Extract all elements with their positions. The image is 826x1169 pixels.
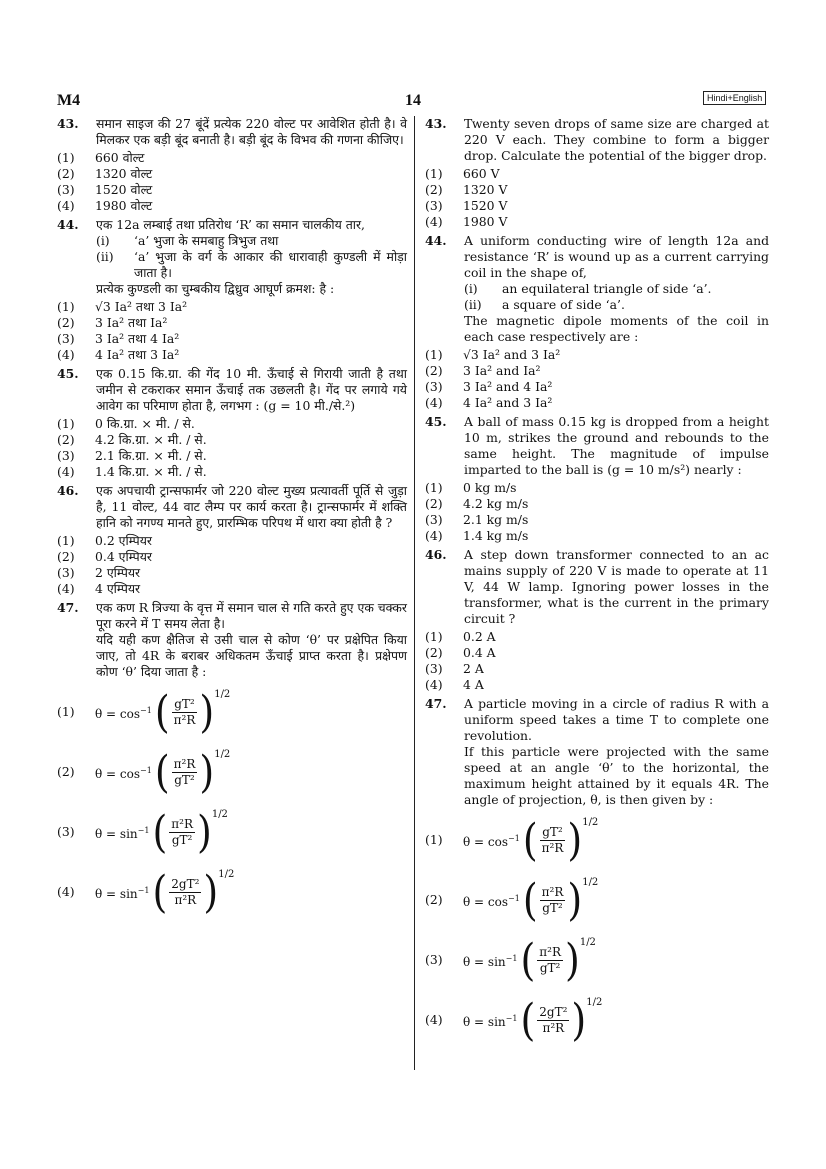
option-value: 4.2 कि.ग्रा. × मी. / से. [95,432,207,447]
option-value: 0.4 एम्पियर [95,549,152,564]
column-divider [414,116,415,1070]
open-paren: ( [152,806,168,858]
sub-text: an equilateral triangle of side ‘a’. [502,281,712,296]
formula-lhs [95,763,152,782]
option [57,802,407,862]
sub-text: a square of side ‘a’. [502,297,625,312]
options-list [57,416,407,480]
open-paren: ( [520,934,536,986]
formula-lhs [95,823,149,842]
option-value: 1980 वोल्ट [95,198,153,213]
numerator: π²R [171,816,193,831]
option-value: 660 वोल्ट [95,150,145,165]
option [425,528,769,544]
numerator: π²R [539,944,561,959]
option [425,990,769,1050]
option-label: (3) [57,565,75,580]
exponent: 1/2 [582,817,599,828]
question-44 [57,217,407,363]
close-paren: ) [203,866,219,918]
question-44 [425,233,769,411]
option [57,315,407,331]
option-value: 2 A [463,661,484,676]
close-paren: ) [567,814,583,866]
question-number: 43. [425,116,447,131]
option-value: 3 Ia² तथा Ia² [95,315,168,330]
options-list [425,480,769,544]
option-value: 4 Ia² and 3 Ia² [463,395,553,410]
formula-func: θ = cos [95,766,141,781]
option-value: 0.2 एम्पियर [95,533,152,548]
option-label: (4) [425,395,443,410]
question-text: Twenty seven drops of same size are charged at 220 V each. They combine to form a bigger drop. Calculate the potential of the bigger drop. [464,116,769,163]
question-text: एक 0.15 कि.ग्रा. की गेंद 10 मी. ऊँचाई से गिरायी जाती है तथा जमीन से टकराकर समान ऊँचाई तक उछलती है। गेंद पर लगाये गये आवेग का परिमाण होता है, लगभग : (g = 10 मी./से.²) [96,366,407,413]
option [425,512,769,528]
formula-func: θ = sin [95,826,138,841]
formula [463,874,599,926]
option-value: √3 Ia² and 3 Ia² [463,347,561,362]
option-label: (2) [57,764,75,779]
option-label: (3) [425,198,443,213]
option-label: (4) [425,214,443,229]
option-label: (4) [57,347,75,362]
options-list [57,150,407,214]
formula [95,866,235,918]
option-value: 1320 वोल्ट [95,166,153,181]
option-value: 1520 वोल्ट [95,182,153,197]
open-paren: ( [522,814,538,866]
formula-inverse: −1 [508,893,520,903]
formula-inverse: −1 [140,765,152,775]
option-label: (1) [425,166,443,181]
option-value: 3 Ia² and 4 Ia² [463,379,553,394]
option [425,870,769,930]
option-label: (2) [57,166,75,181]
options-list [425,347,769,411]
question-text: A particle moving in a circle of radius R with a uniform speed takes a time T to complete one revolution. [464,696,769,743]
option-label: (3) [57,448,75,463]
exponent: 1/2 [579,937,596,948]
question-46 [425,547,769,693]
question-text-continued: यदि यही कण क्षैतिज से उसी चाल से कोण ‘θ’ पर प्रक्षेपित किया जाए, तो 4R के बराबर अधिकतम ऊँचाई प्राप्त करता है। प्रक्षेपण कोण ‘θ’ दिया जाता है : [96,632,407,679]
open-paren: ( [152,866,168,918]
options-list [425,166,769,230]
option [425,395,769,411]
option-label: (1) [425,629,443,644]
option-value: 1.4 कि.ग्रा. × मी. / से. [95,464,207,479]
option-value: 4 एम्पियर [95,581,141,596]
option [425,930,769,990]
formula-inverse: −1 [505,1013,518,1023]
sub-item [96,233,407,249]
denominator: gT² [542,900,563,915]
option-label: (2) [425,496,443,511]
denominator: gT² [171,832,193,847]
question-43 [425,116,769,230]
option-value: 0.2 A [463,629,496,644]
option-label: (4) [57,581,75,596]
options-list [425,810,769,1050]
numerator: π²R [541,884,564,899]
sub-item [464,281,769,297]
denominator: π²R [542,1020,565,1035]
option-label: (3) [425,379,443,394]
formula [95,746,231,798]
option [57,533,407,549]
option-label: (4) [425,677,443,692]
formula [95,806,228,858]
option [57,150,407,166]
question-47 [425,696,769,1050]
option-label: (2) [425,892,443,907]
option [57,331,407,347]
option [425,677,769,693]
question-text-continued: The magnetic dipole moments of the coil in each case respectively are : [464,313,769,344]
option [425,661,769,677]
option [425,629,769,645]
denominator: π²R [173,712,196,727]
option-value: 1520 V [463,198,508,213]
option-label: (2) [57,549,75,564]
option [425,480,769,496]
option [57,742,407,802]
option [57,416,407,432]
close-paren: ) [565,934,580,986]
question-45 [425,414,769,544]
option [57,166,407,182]
question-number: 43. [57,116,79,131]
option [57,565,407,581]
question-text-continued: If this particle were projected with the same speed at an angle ‘θ’ to the horizontal, the maximum height attained by it equals 4R. The angle of projection, θ, is then given by : [464,744,769,807]
option-value: 0.4 A [463,645,496,660]
option [57,581,407,597]
question-text: एक कण R त्रिज्या के वृत्त में समान चाल से गति करते हुए एक चक्कर पूरा करने में T समय लेता है। [96,600,407,631]
question-number: 45. [57,366,79,381]
option [57,549,407,565]
question-text: एक 12a लम्बाई तथा प्रतिरोध ‘R’ का समान चालकीय तार, [96,217,365,232]
question-number: 47. [425,696,447,711]
question-43 [57,116,407,214]
option-label: (1) [57,533,75,548]
option [425,198,769,214]
formula-inverse: −1 [140,705,152,715]
option [57,448,407,464]
question-number: 44. [425,233,447,248]
sub-text: ‘a’ भुजा के समबाहु त्रिभुज तथा [134,233,279,248]
option-label: (1) [57,150,75,165]
open-paren: ( [154,686,170,738]
formula-lhs [95,883,149,902]
question-text: A ball of mass 0.15 kg is dropped from a height 10 m, strikes the ground and rebounds to the same height. The magnitude of impulse imparted to the ball is (g = 10 m/s²) nearly : [464,414,769,477]
option-label: (1) [425,480,443,495]
formula-func: θ = sin [463,954,506,969]
option [425,363,769,379]
sub-text: ‘a’ भुजा के वर्ग के आकार की धारावाही कुण्डली में मोड़ा जाता है। [134,249,407,280]
hindi-column [57,116,407,925]
option [425,496,769,512]
formula-lhs [463,831,520,850]
formula-func: θ = sin [95,886,138,901]
formula [463,994,603,1046]
exponent: 1/2 [214,689,231,700]
option-label: (1) [57,299,75,314]
sub-label: (ii) [96,249,114,264]
option-value: 3 Ia² and Ia² [463,363,541,378]
fraction [169,877,201,908]
option-label: (2) [425,363,443,378]
options-list [57,299,407,363]
option-label: (3) [425,952,443,967]
option [57,432,407,448]
option [425,166,769,182]
option-value: 1320 V [463,182,508,197]
option [57,182,407,198]
numerator: gT² [174,696,195,711]
option-value: 1980 V [463,214,508,229]
fraction [172,697,198,728]
option [57,347,407,363]
sub-item [464,297,769,313]
formula [95,686,231,738]
english-column [425,116,769,1053]
option-value: 4 Ia² तथा 3 Ia² [95,347,180,362]
formula-lhs [463,891,520,910]
denominator: gT² [539,960,561,975]
page-number: 14 [405,92,421,109]
formula-func: θ = sin [463,1014,506,1029]
option-label: (1) [57,704,75,719]
option-label: (4) [57,884,75,899]
question-text: A step down transformer connected to an ac mains supply of 220 V is made to operate at 11 V, 44 W lamp. Ignoring power losses in the transformer, what is the current in the primary circuit ? [464,547,769,626]
question-text: एक अपचायी ट्रान्सफार्मर जो 220 वोल्ट मुख्य प्रत्यावर्ती पूर्ति से जुड़ा है, 11 वोल्ट, 44 वाट लैम्प पर कार्य करता है। ट्रान्सफार्मर में शक्ति हानि को नगण्य मानते हुए, प्रारम्भिक परिपथ में धारा क्या होती है ? [96,483,407,530]
option-label: (3) [57,331,75,346]
option-label: (2) [425,645,443,660]
language-badge: Hindi+English [703,91,766,105]
numerator: 2gT² [171,876,200,891]
formula-func: θ = cos [463,834,509,849]
option [57,464,407,480]
denominator: π²R [174,892,197,907]
question-text-continued: प्रत्येक कुण्डली का चुम्बकीय द्विध्रुव आघूर्ण क्रमश: है : [96,281,335,296]
option [425,379,769,395]
paper-code: M4 [57,92,81,109]
fraction [537,1005,569,1036]
question-46 [57,483,407,597]
formula-inverse: −1 [137,885,150,895]
option-value: 4 A [463,677,484,692]
open-paren: ( [522,874,538,926]
formula-func: θ = cos [95,706,141,721]
fraction [169,817,195,848]
option-label: (3) [57,824,75,839]
close-paren: ) [197,806,212,858]
option-label: (3) [425,512,443,527]
numerator: π²R [173,756,196,771]
option-value: 0 कि.ग्रा. × मी. / से. [95,416,195,431]
option [57,862,407,922]
exponent: 1/2 [582,877,599,888]
formula-inverse: −1 [137,825,150,835]
option-label: (1) [57,416,75,431]
option [425,810,769,870]
option [425,182,769,198]
close-paren: ) [199,686,215,738]
close-paren: ) [199,746,215,798]
question-number: 46. [425,547,447,562]
exponent: 1/2 [211,809,228,820]
formula-func: θ = cos [463,894,509,909]
option-value: 2.1 kg m/s [463,512,529,527]
denominator: π²R [541,840,564,855]
options-list [57,533,407,597]
option-label: (3) [425,661,443,676]
sub-label: (i) [464,281,478,296]
formula-lhs [463,1011,517,1030]
formula-lhs [463,951,517,970]
option-value: 1.4 kg m/s [463,528,529,543]
close-paren: ) [567,874,583,926]
formula-inverse: −1 [508,833,520,843]
fraction [540,825,566,856]
option-label: (4) [425,528,443,543]
denominator: gT² [174,772,195,787]
option [425,347,769,363]
formula-lhs [95,703,152,722]
question-47 [57,600,407,922]
question-text: समान साइज की 27 बूंदें प्रत्येक 220 वोल्ट पर आवेशित होती है। वे मिलकर एक बड़ी बूंद बनाती है। बड़ी बूंद के विभव की गणना कीजिए। [96,116,407,147]
option-value: 2.1 कि.ग्रा. × मी. / से. [95,448,207,463]
open-paren: ( [520,994,536,1046]
fraction [537,945,563,976]
question-text: A uniform conducting wire of length 12a and resistance ‘R’ is wound up as a current carrying coil in the shape of, [464,233,769,280]
option-label: (3) [57,182,75,197]
option-label: (2) [57,315,75,330]
exponent: 1/2 [214,749,231,760]
options-list [425,629,769,693]
fraction [172,757,198,788]
question-number: 47. [57,600,79,615]
option-label: (4) [425,1012,443,1027]
numerator: 2gT² [539,1004,568,1019]
question-number: 46. [57,483,79,498]
open-paren: ( [154,746,170,798]
formula [463,814,599,866]
numerator: gT² [542,824,563,839]
option-label: (2) [425,182,443,197]
sub-label: (i) [96,233,110,248]
option [425,214,769,230]
question-number: 44. [57,217,79,232]
question-number: 45. [425,414,447,429]
exponent: 1/2 [586,997,603,1008]
option-value: √3 Ia² तथा 3 Ia² [95,299,188,314]
formula-inverse: −1 [505,953,518,963]
exponent: 1/2 [218,869,235,880]
option [57,682,407,742]
option-value: 0 kg m/s [463,480,517,495]
option-value: 4.2 kg m/s [463,496,529,511]
sub-label: (ii) [464,297,482,312]
option [57,299,407,315]
option-label: (4) [57,198,75,213]
fraction [540,885,566,916]
formula [463,934,596,986]
option-value: 660 V [463,166,500,181]
option-label: (4) [57,464,75,479]
option-label: (1) [425,832,443,847]
option [425,645,769,661]
option-value: 3 Ia² तथा 4 Ia² [95,331,180,346]
options-list [57,682,407,922]
option-label: (1) [425,347,443,362]
option-label: (2) [57,432,75,447]
close-paren: ) [571,994,587,1046]
option-value: 2 एम्पियर [95,565,141,580]
option [57,198,407,214]
sub-item [96,249,407,281]
question-45 [57,366,407,480]
